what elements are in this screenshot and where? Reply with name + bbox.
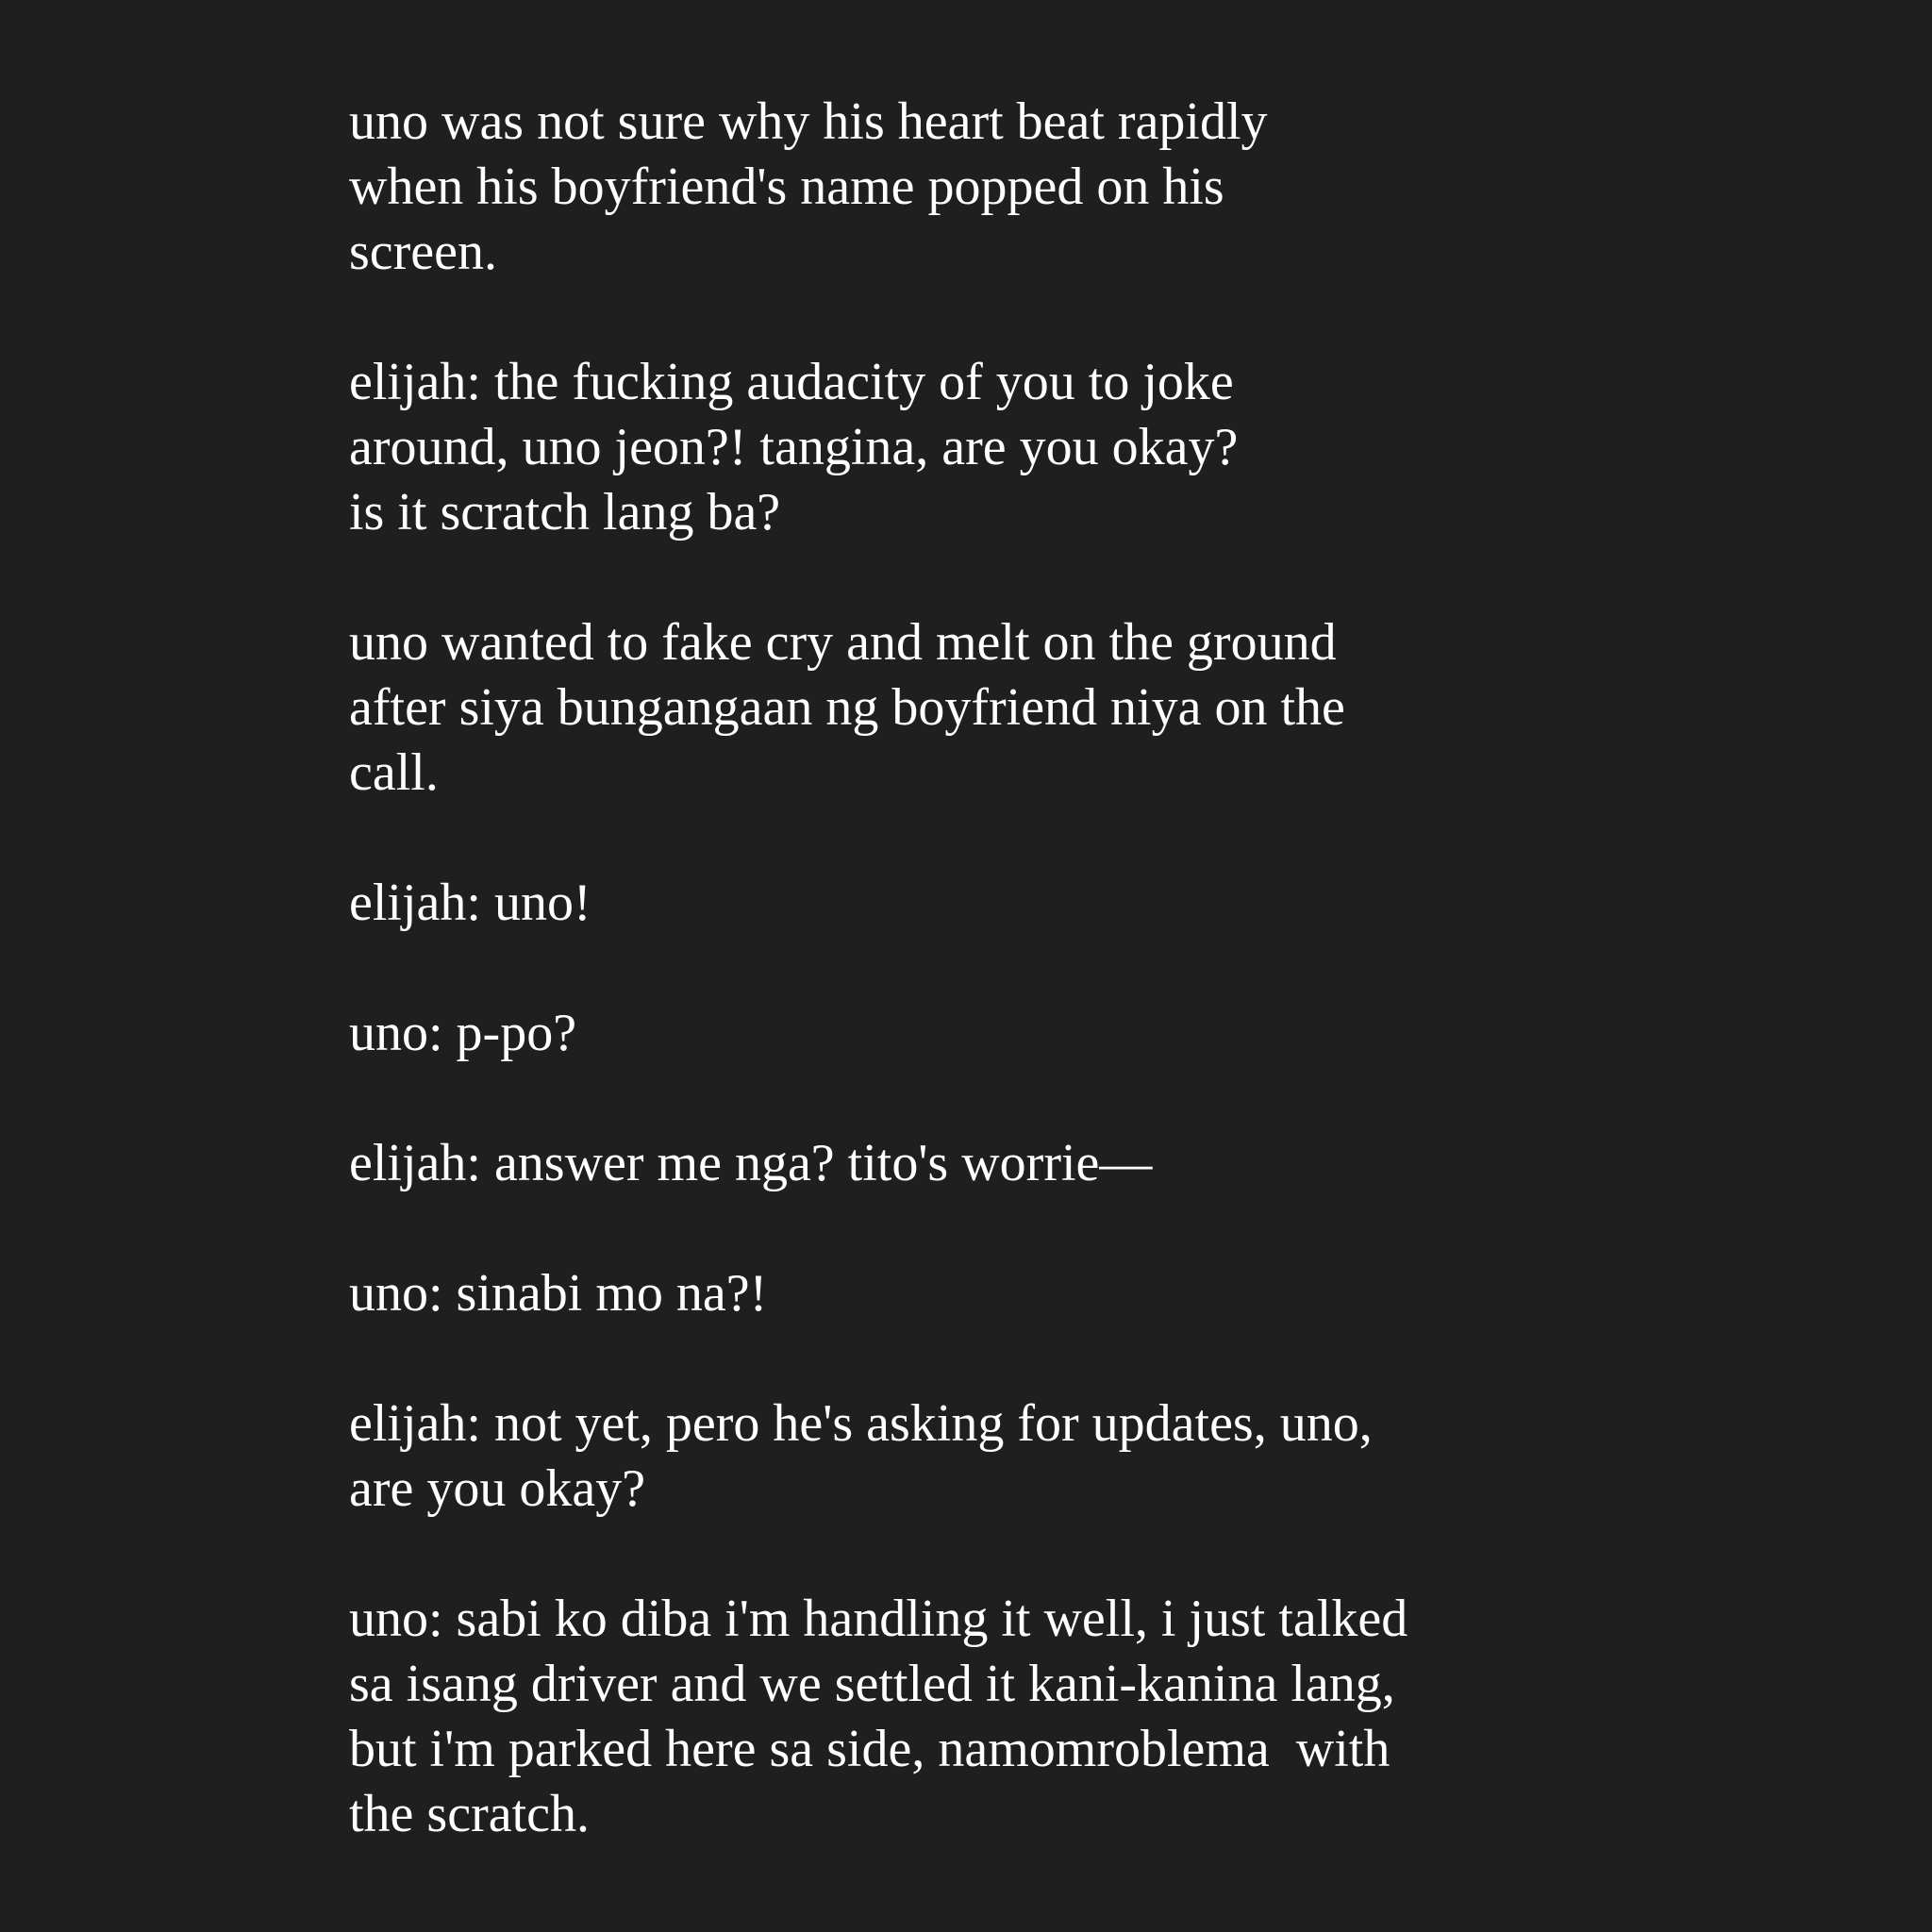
text-line: uno: sabi ko diba i'm handling it well, i just talked <box>349 1590 1408 1648</box>
text-line: uno: p-po? <box>349 1004 577 1062</box>
text-line: sa isang driver and we settled it kani-kanina lang, <box>349 1655 1395 1713</box>
dialogue-paragraph <box>349 1261 1932 1326</box>
dialogue-paragraph <box>349 1587 1932 1847</box>
narration-paragraph <box>349 610 1932 806</box>
text-line: elijah: not yet, pero he's asking for updates, uno, <box>349 1394 1373 1453</box>
text-line: screen. <box>349 223 498 281</box>
text-line: uno wanted to fake cry and melt on the ground <box>349 613 1337 672</box>
text-line: call. <box>349 743 439 802</box>
text-line: but i'm parked here sa side, namomroblema with <box>349 1720 1391 1778</box>
text-line: uno was not sure why his heart beat rapidly <box>349 92 1268 151</box>
dialogue-paragraph <box>349 1131 1932 1196</box>
dialogue-paragraph <box>349 871 1932 936</box>
text-line: elijah: uno! <box>349 874 591 932</box>
dialogue-paragraph <box>349 350 1932 545</box>
text-line: is it scratch lang ba? <box>349 483 781 541</box>
narration-paragraph <box>349 90 1932 285</box>
text-line: uno: sinabi mo na?! <box>349 1264 768 1323</box>
text-line: elijah: answer me nga? tito's worrie— <box>349 1134 1153 1192</box>
text-line: around, uno jeon?! tangina, are you okay? <box>349 418 1239 476</box>
text-line: are you okay? <box>349 1459 646 1518</box>
text-line: elijah: the fucking audacity of you to joke <box>349 353 1234 411</box>
dialogue-paragraph <box>349 1001 1932 1066</box>
text-line: after siya bungangaan ng boyfriend niya on the <box>349 678 1345 737</box>
text-line: the scratch. <box>349 1785 590 1843</box>
dialogue-paragraph <box>349 1391 1932 1522</box>
text-line: when his boyfriend's name popped on his <box>349 158 1224 216</box>
